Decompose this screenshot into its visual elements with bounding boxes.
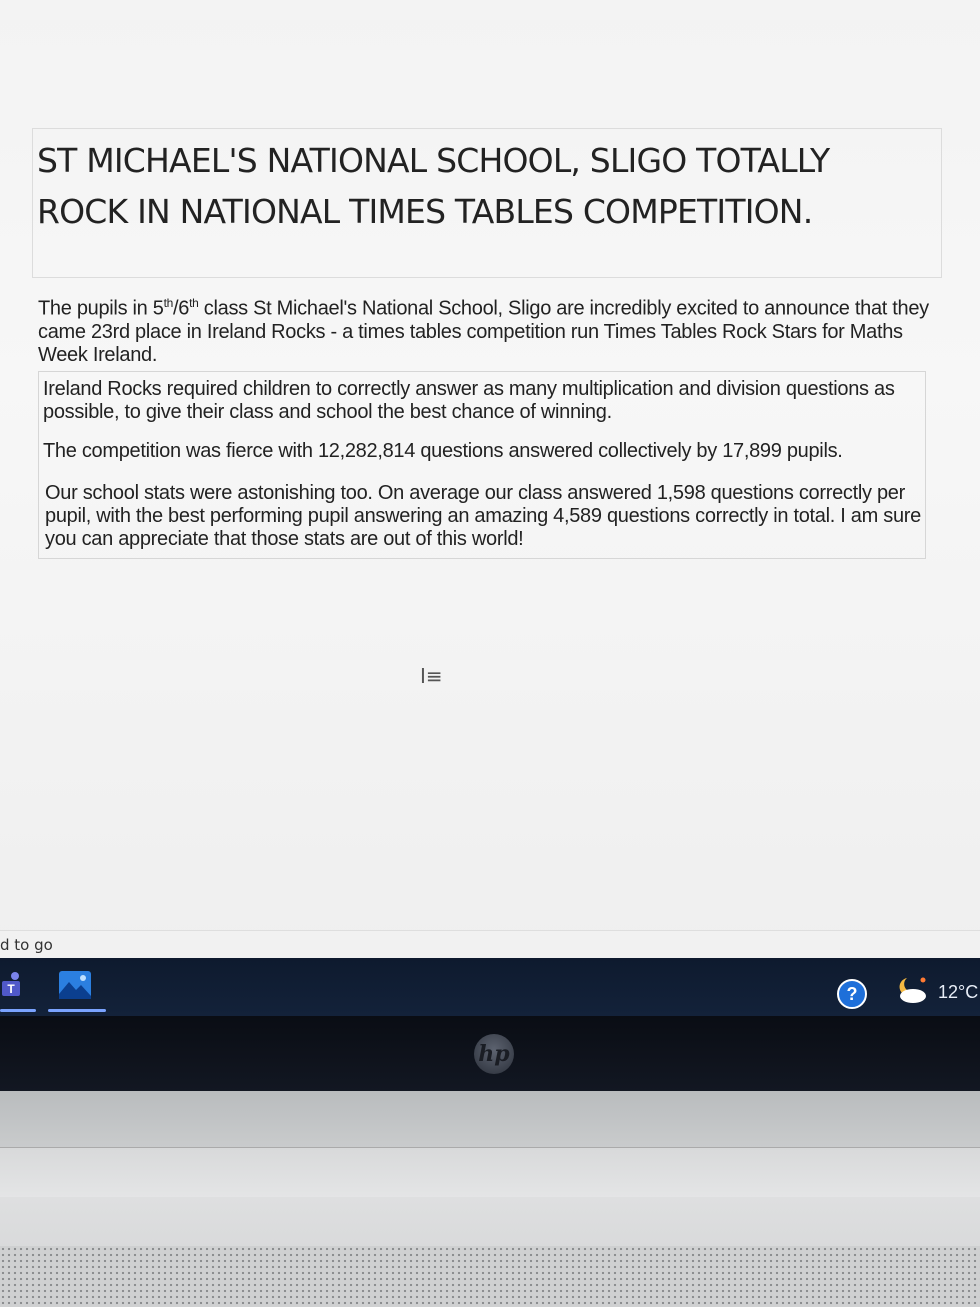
svg-text:T: T	[7, 982, 15, 996]
title-line: ST MICHAEL'S NATIONAL SCHOOL, SLIGO TOTALLY	[37, 141, 830, 180]
photos-icon[interactable]	[58, 970, 92, 1000]
status-bar	[0, 930, 980, 959]
teams-active-indicator	[0, 1009, 36, 1012]
taskbar	[0, 958, 980, 1016]
status-text: d to go	[0, 936, 53, 954]
hp-logo: hp	[474, 1034, 514, 1074]
ordinal-suffix: th	[163, 296, 174, 310]
paragraph-school-stats: Our school stats were astonishing too. On average our class answered 1,598 questions correctly per pupil, with the best performing pupil answering an amazing 4,589 questions correctly in total. I am sure you can appreciate that those stats are out of this world!	[45, 482, 921, 550]
teams-icon[interactable]	[0, 970, 26, 1000]
intro-class-separator: /6	[173, 297, 190, 320]
ordinal-suffix: th	[189, 296, 199, 310]
speaker-grille	[0, 1246, 980, 1307]
document-title	[37, 135, 927, 237]
intro-paragraph[interactable]	[38, 292, 938, 367]
title-textbox[interactable]	[32, 128, 942, 278]
text-cursor-icon: I≡	[420, 664, 443, 688]
paragraph-stats: The competition was fierce with 12,282,814 questions answered collectively by 17,899 pupils.	[43, 440, 843, 462]
paragraph-rules: Ireland Rocks required children to correctly answer as many multiplication and division questions as possible, to give their class and school the best chance of winning.	[43, 378, 895, 423]
laptop-hinge	[0, 1091, 980, 1147]
photos-active-indicator	[48, 1009, 106, 1012]
partly-cloudy-night-icon[interactable]	[893, 974, 929, 1006]
body-textbox[interactable]	[38, 371, 926, 559]
title-line: ROCK IN NATIONAL TIMES TABLES COMPETITION.	[37, 192, 813, 231]
question-icon[interactable]	[836, 978, 868, 1010]
laptop-deck	[0, 1147, 980, 1198]
intro-text-end: class St Michael's National School, Sligo are incredibly excited to announce that they came 23rd place in Ireland Rocks - a times tables competition run Times Tables Rock Stars for Maths Week Ireland.	[38, 297, 929, 366]
temperature-label[interactable]: 12°C	[938, 982, 979, 1002]
svg-text:?: ?	[846, 984, 858, 1004]
intro-text-start: The pupils in 5	[38, 297, 164, 320]
